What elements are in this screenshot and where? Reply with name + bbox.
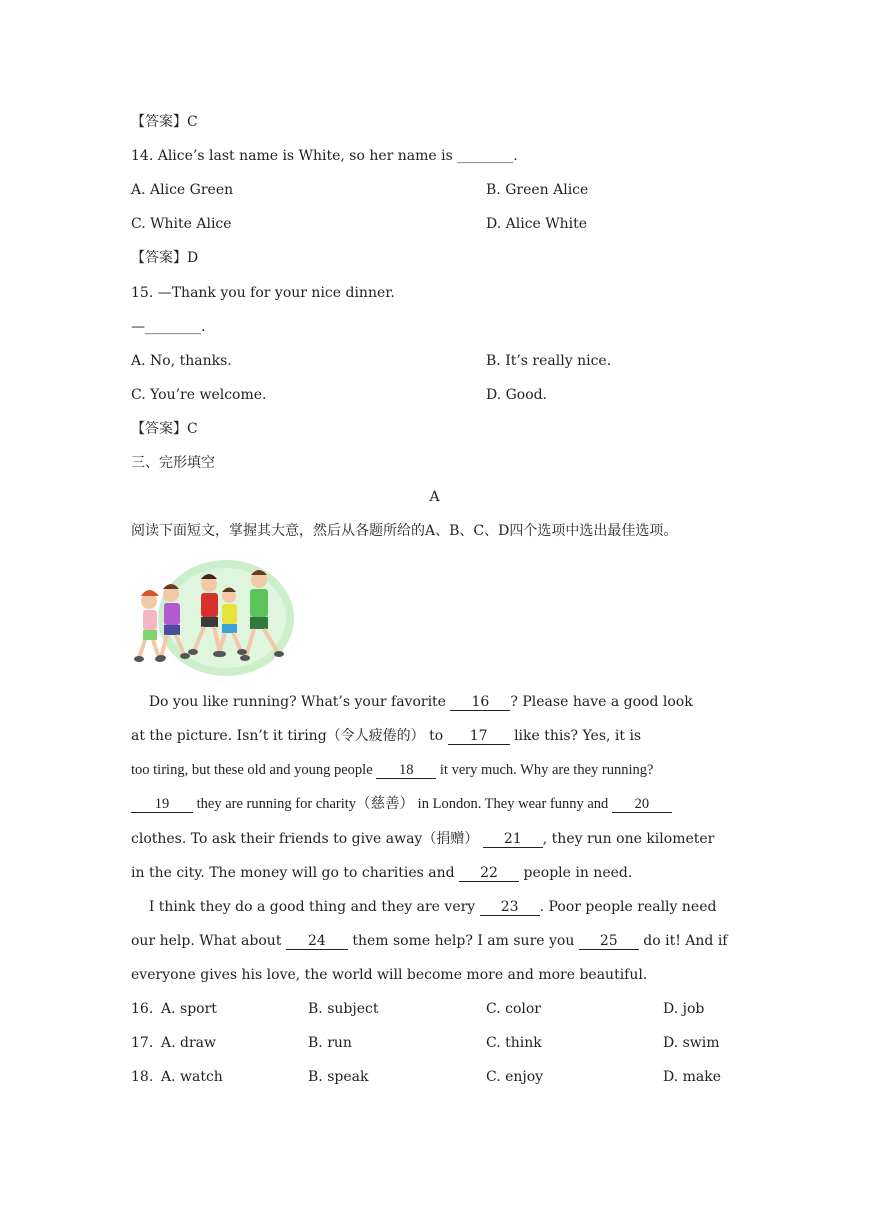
choice-c: C. think: [486, 1035, 542, 1051]
q13-answer: 【答案】C: [131, 114, 198, 130]
part-label: A: [429, 489, 440, 505]
q15-stem: 15. —Thank you for your nice dinner.: [131, 285, 395, 301]
blank-19: 19: [131, 796, 193, 813]
choice-c: C. enjoy: [486, 1069, 544, 1085]
choice-num: 18.: [131, 1069, 154, 1085]
q14-option-b: B. Green Alice: [486, 182, 589, 198]
blank-22: 22: [459, 865, 519, 882]
choice-d: D. job: [663, 1001, 705, 1017]
choice-b: B. speak: [308, 1069, 369, 1085]
passage-line-5: clothes. To ask their friends to give away（捐赠） 21 , they run one kilometer: [131, 831, 715, 847]
choice-b: B. subject: [308, 1001, 379, 1017]
q14-stem: 14. Alice’s last name is White, so her name is ________.: [131, 148, 518, 164]
q15-option-d: D. Good.: [486, 387, 548, 403]
passage-line-2: at the picture. Isn’t it tiring（令人疲倦的） to 17 like this? Yes, it is: [131, 728, 642, 744]
passage-line-1: Do you like running? What’s your favorite 16 ? Please have a good look: [148, 694, 693, 710]
blank-25: 25: [579, 933, 639, 950]
blank-23: 23: [480, 899, 540, 916]
passage-line-8: our help. What about 24 them some help? I am sure you 25 do it! And if: [131, 933, 728, 949]
blank-24: 24: [286, 933, 348, 950]
passage-line-9: everyone gives his love, the world will become more and more beautiful.: [131, 967, 648, 983]
q14-option-a: A. Alice Green: [131, 182, 234, 198]
passage-line-6: in the city. The money will go to charities and 22 people in need.: [131, 865, 633, 881]
choice-a: A. sport: [161, 1001, 217, 1017]
q15-reply: —________.: [131, 319, 206, 335]
q15-option-c: C. You’re welcome.: [131, 387, 267, 403]
blank-17: 17: [448, 728, 510, 745]
choice-b: B. run: [308, 1035, 352, 1051]
q14-option-d: D. Alice White: [486, 216, 588, 232]
q14-option-c: C. White Alice: [131, 216, 232, 232]
passage-line-7: I think they do a good thing and they are very 23 . Poor people really need: [148, 899, 717, 915]
passage-line-3: too tiring, but these old and young people 18 it very much. Why are they running?: [131, 762, 654, 778]
choice-d: D. swim: [663, 1035, 720, 1051]
choice-a: A. draw: [161, 1035, 216, 1051]
blank-18: 18: [376, 762, 436, 779]
instruction: 阅读下面短文，掌握其大意，然后从各题所给的A、B、C、D四个选项中选出最佳选项。: [131, 523, 678, 539]
choice-num: 17.: [131, 1035, 154, 1051]
blank-21: 21: [483, 831, 543, 848]
q15-option-b: B. It’s really nice.: [486, 353, 612, 369]
q15-option-a: A. No, thanks.: [131, 353, 232, 369]
choice-num: 16.: [131, 1001, 154, 1017]
choice-d: D. make: [663, 1069, 722, 1085]
q14-answer: 【答案】D: [131, 250, 199, 266]
blank-16: 16: [450, 694, 510, 711]
blank-20: 20: [612, 796, 672, 813]
section-title: 三、完形填空: [131, 455, 215, 471]
q15-answer: 【答案】C: [131, 421, 198, 437]
choice-a: A. watch: [161, 1069, 223, 1085]
runners-illustration: [131, 556, 296, 678]
passage-line-4: 19 they are running for charity（慈善） in London. They wear funny and 20: [131, 795, 672, 813]
choice-c: C. color: [486, 1001, 541, 1017]
